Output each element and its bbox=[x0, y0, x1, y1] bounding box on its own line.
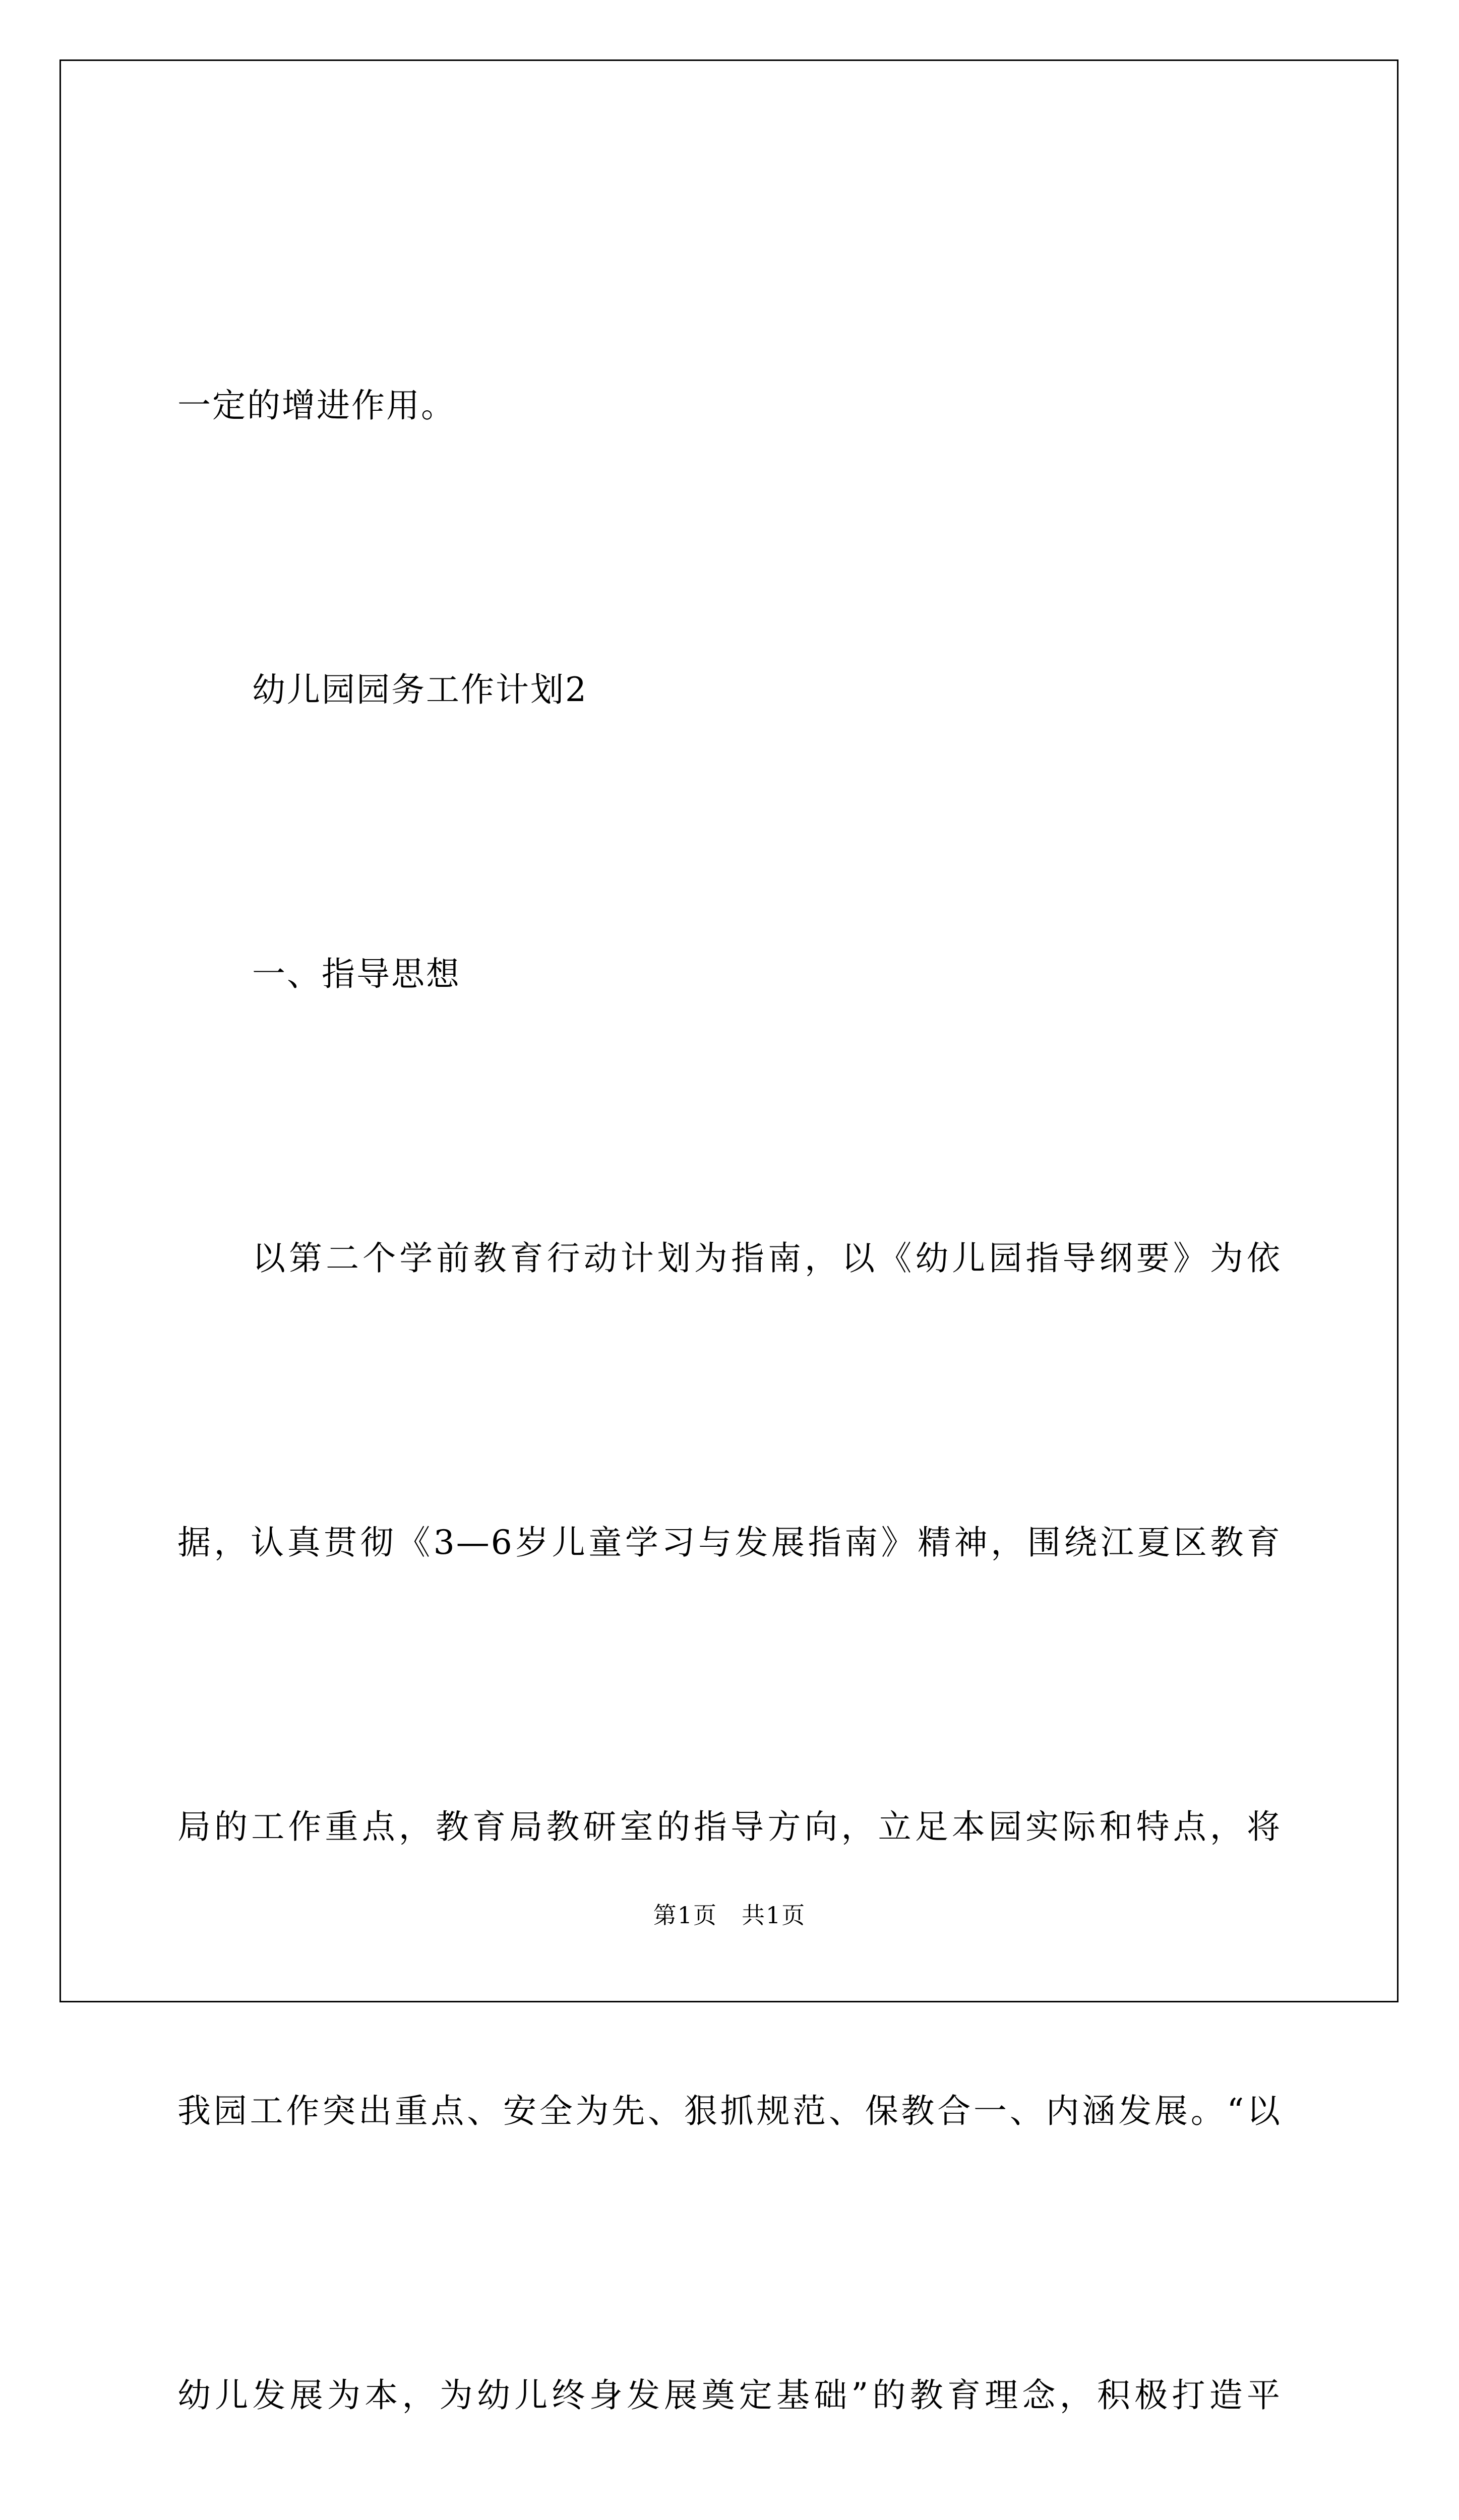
paragraph-line: 据，认真贯彻《3—6岁儿童学习与发展指南》精神，围绕江夏区教育 bbox=[177, 1523, 1282, 1562]
paragraph-line: 我园工作突出重点、安全为先、狠抓规范、保教合一、内涵发展。“以 bbox=[177, 2092, 1282, 2130]
paragraph-line: 以第二个学前教育行动计划为指南，以《幼儿园指导纲要》为依 bbox=[252, 1239, 1282, 1278]
section-heading: 一、指导思想 bbox=[252, 955, 461, 993]
page-footer bbox=[0, 1900, 1459, 1930]
document-body bbox=[177, 169, 1282, 2520]
paragraph-line: 局的工作重点，教育局教研室的指导方向，立足本园实际和特点，将 bbox=[177, 1807, 1282, 1846]
paragraph-line: 幼儿发展为本，为幼儿终身发展奠定基础”的教育理念，积极打造平 bbox=[177, 2376, 1282, 2415]
section-title: 幼儿园园务工作计划2 bbox=[252, 670, 588, 709]
page-number: 第1页 bbox=[653, 1902, 717, 1929]
page-total: 共1页 bbox=[742, 1902, 806, 1929]
paragraph-line: 一定的增进作用。 bbox=[177, 386, 456, 425]
